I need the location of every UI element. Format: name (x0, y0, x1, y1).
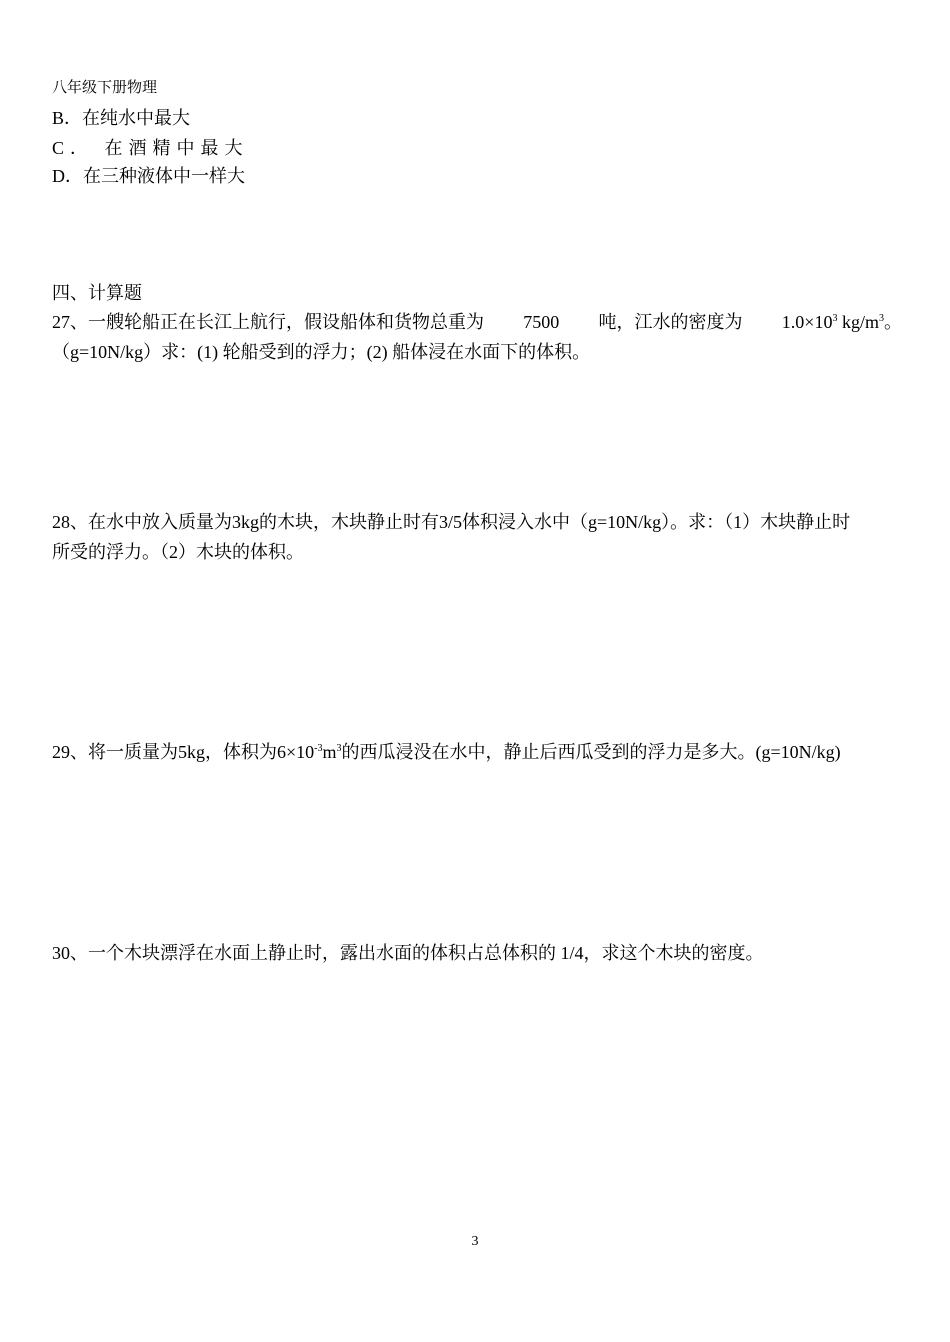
question-29-volume-exponent: -3 (314, 743, 323, 754)
question-27-period: 。 (883, 312, 902, 332)
option-c: C． 在酒精中最大 (52, 138, 249, 158)
question-27-line-1 (52, 307, 902, 337)
page-header: 八年级下册物理 (52, 80, 158, 96)
question-30 (52, 938, 902, 968)
question-28-line-1: 28、在水中放入质量为3kg的木块，木块静止时有3/5体积浸入水中（g=10N/kg）。求：（1）木块静止时 (52, 512, 851, 532)
question-28 (52, 507, 902, 567)
question-29-text-b: 的西瓜浸没在水中，静止后西瓜受到的浮力是多大。(g=10N/kg) (341, 742, 841, 762)
section-title: 四、计算题 (52, 283, 142, 303)
question-27-density-exponent: 3 (832, 313, 838, 324)
question-27-density-unit: kg/m (837, 312, 879, 332)
question-29-line (52, 737, 902, 767)
question-27-weight: 7500 (523, 312, 560, 332)
question-29-unit-exponent: 3 (336, 743, 342, 754)
question-27-text-b: 吨，江水的密度为 (598, 312, 743, 332)
question-29 (52, 737, 902, 767)
question-29-text-a: 29、将一质量为5kg，体积为6×10 (52, 742, 315, 762)
question-27-line-2: （g=10N/kg）求：(1) 轮船受到的浮力；(2) 船体浸在水面下的体积。 (52, 342, 591, 362)
question-27-text-a: 27、一艘轮船正在长江上航行，假设船体和货物总重为 (52, 312, 484, 332)
question-29-unit: m (322, 742, 337, 762)
question-27-unit-exponent: 3 (878, 313, 884, 324)
question-30-line: 30、一个木块漂浮在水面上静止时，露出水面的体积占总体积的 1/4，求这个木块的密度。 (52, 943, 764, 963)
question-27 (52, 307, 902, 367)
question-27-density-value: 1.0×10 (781, 312, 833, 332)
option-d: D．在三种液体中一样大 (52, 166, 245, 186)
question-27-density (782, 307, 902, 337)
page-number: 3 (471, 1234, 479, 1249)
option-b: B．在纯水中最大 (52, 108, 191, 128)
question-28-line-2: 所受的浮力。（2）木块的体积。 (52, 542, 304, 562)
